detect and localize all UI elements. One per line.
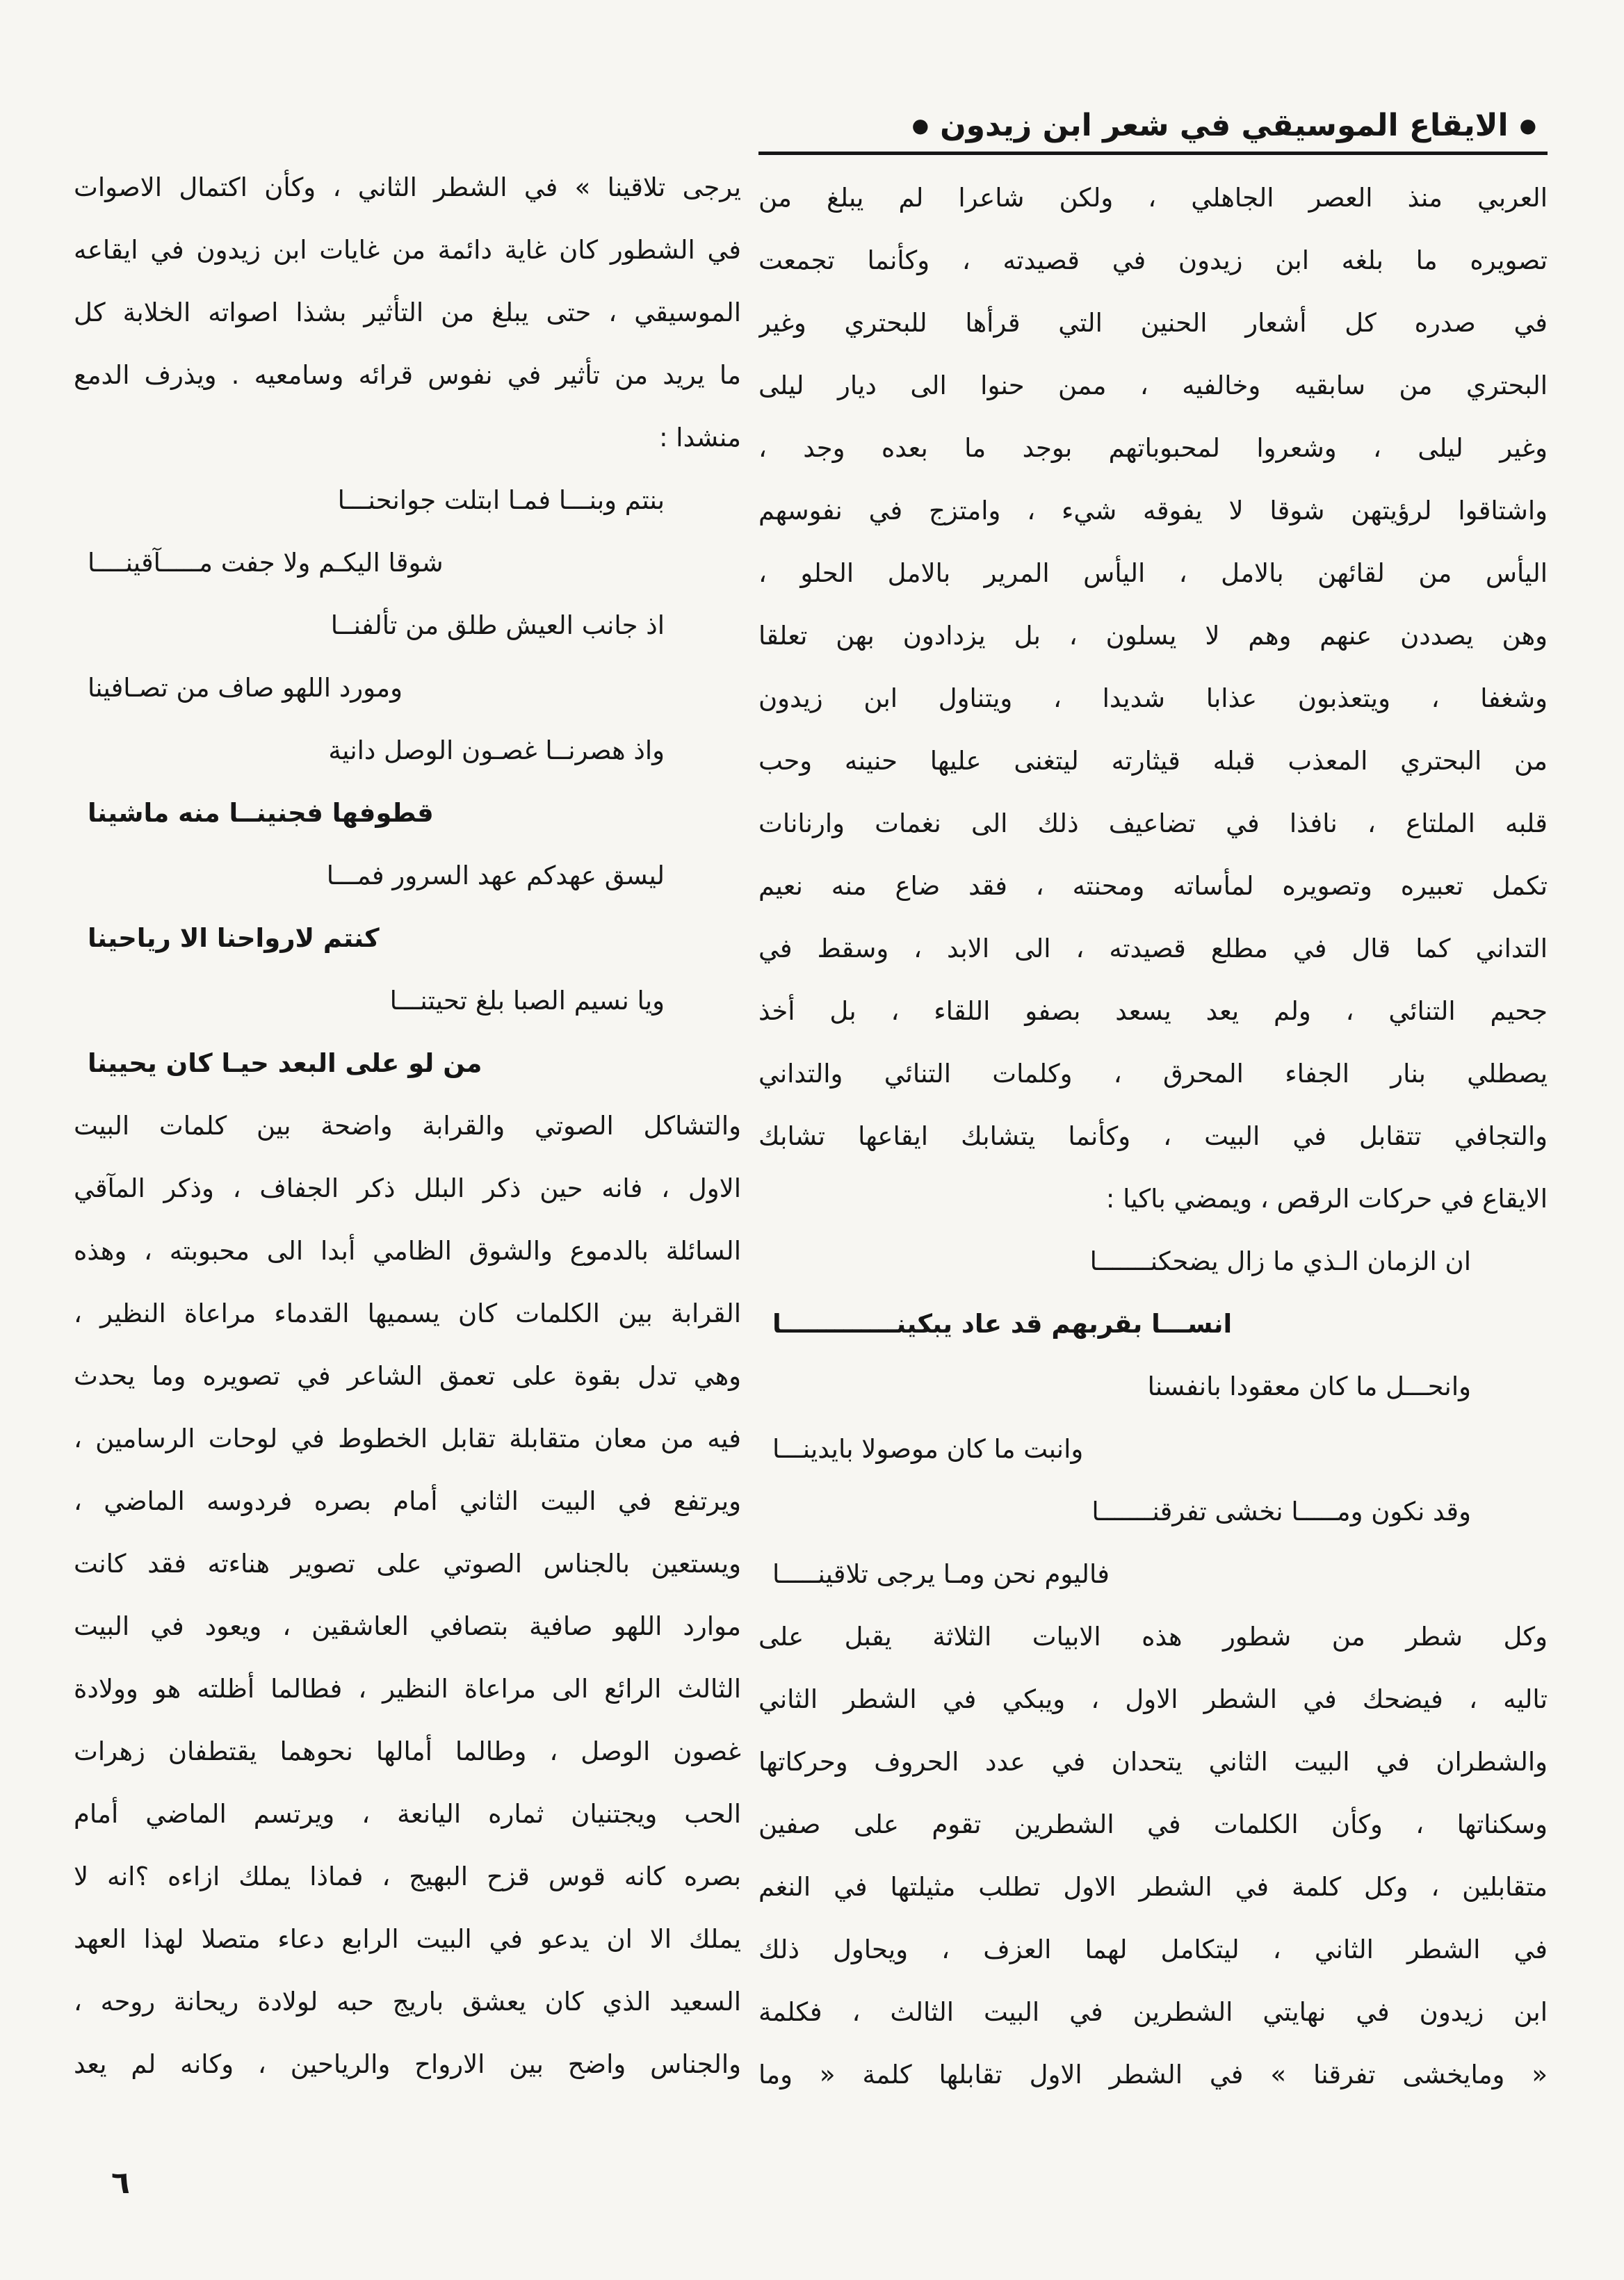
paragraph-line: متقابلين ، وكل كلمة في الشطر الاول تطلب مثيلتها في النغم bbox=[758, 1872, 1548, 1902]
verse-hemistich: كنتم لارواحنا الا رياحينا bbox=[88, 923, 380, 953]
paragraph-line: وسكناتها ، وكأن الكلمات في الشطرين تقوم على صفين bbox=[758, 1809, 1548, 1839]
paragraph-line: في الشطور كان غاية دائمة من غايات ابن زيدون في ايقاعه bbox=[74, 235, 741, 265]
paragraph-line: واشتاقوا لرؤيتهن شوقا لا يفوقه شيء ، وامتزج في نفوسهم bbox=[758, 496, 1548, 526]
paragraph-line: الحب ويجتنيان ثماره اليانعة ، ويرتسم الماضي أمام bbox=[74, 1799, 741, 1829]
paragraph-line: ابن زيدون في نهايتي الشطرين في البيت الثالث ، فكلمة bbox=[758, 1997, 1548, 2027]
verse-hemistich: واذ هصرنــا غصـون الوصل دانية bbox=[328, 735, 665, 765]
verse-hemistich: بنتم وبنـــا فمـا ابتلت جوانحنـــا bbox=[337, 485, 665, 515]
verse-hemistich: ويا نسيم الصبا بلغ تحيتنـــا bbox=[389, 986, 665, 1016]
verse-hemistich: اذ جانب العيش طلق من تألفنــا bbox=[330, 610, 665, 640]
paragraph-line: « ومايخشى تفرقنا » في الشطر الاول تقابلها كلمة « وما bbox=[758, 2060, 1548, 2090]
paragraph-line: جحيم التنائي ، ولم يعد يسعد بصفو اللقاء ، بل أخذ bbox=[758, 996, 1548, 1026]
paragraph-line: من البحتري المعذب قبله قيثارته ليتغنى عليها حنينه وحب bbox=[758, 746, 1548, 776]
paragraph-line: تاليه ، فيضحك في الشطر الاول ، ويبكي في الشطر الثاني bbox=[758, 1684, 1548, 1714]
verse-hemistich: ان الزمان الـذي ما زال يضحكنـــــــا bbox=[1089, 1246, 1471, 1276]
paragraph-line: القرابة بين الكلمات كان يسميها القدماء مراعاة النظير ، bbox=[74, 1298, 741, 1328]
paragraph-line: ويستعين بالجناس الصوتي على تصوير هناءته فقد كانت bbox=[74, 1549, 741, 1579]
paragraph-line: وغير ليلى ، وشعروا لمحبوباتهم بوجد ما بعده وجد ، bbox=[758, 433, 1548, 463]
right-column bbox=[758, 167, 1548, 2106]
paragraph-line: السائلة بالدموع والشوق الظامي أبدا الى محبوبته ، وهذه bbox=[74, 1236, 741, 1266]
paragraph-line: فيه من معان متقابلة تقابل الخطوط في لوحات الرسامين ، bbox=[74, 1424, 741, 1454]
verse-hemistich: وانبت ما كان موصولا بايدينـــا bbox=[772, 1434, 1084, 1464]
paragraph-line: بصره كانه قوس قزح البهيج ، فماذا يملك ازاءه ؟انه لا bbox=[74, 1862, 741, 1891]
paragraph-line: وهن يصددن عنهم وهم لا يسلون ، بل يزدادون بهن تعلقا bbox=[758, 621, 1548, 651]
verse-hemistich: ليسق عهدكم عهد السرور فمـــا bbox=[326, 861, 665, 890]
running-header-title: الايقاع الموسيقي في شعر ابن زيدون bbox=[940, 107, 1509, 143]
paragraph-line: البحتري من سابقيه وخالفيه ، ممن حنوا الى ديار ليلى bbox=[758, 370, 1548, 400]
paragraph-line: السعيد الذي كان يعشق باريج حبه لولادة ريحانة روحه ، bbox=[74, 1987, 741, 2017]
page-number: ٦ bbox=[111, 2165, 130, 2201]
left-column bbox=[74, 156, 741, 2096]
verse-hemistich: وقد نكون ومـــــا نخشى تفرقنـــــــا bbox=[1091, 1497, 1471, 1526]
bullet-icon: ● bbox=[911, 113, 929, 137]
paragraph-line: والتجافي تتقابل في البيت ، وكأنما يتشابك ايقاعها تشابك bbox=[758, 1121, 1548, 1151]
paragraph-line: ما يريد من تأثير في نفوس قرائه وسامعيه . ويذرف الدمع bbox=[74, 360, 741, 390]
paragraph-line: قلبه الملتاع ، نافذا في تضاعيف ذلك الى نغمات وارنانات bbox=[758, 808, 1548, 838]
paragraph-line: يملك الا ان يدعو في البيت الرابع دعاء متصلا لهذا العهد bbox=[74, 1924, 741, 1954]
paragraph-line: الموسيقي ، حتى يبلغ من التأثير بشذا اصواته الخلابة كل bbox=[74, 298, 741, 327]
paragraph-line: غصون الوصل ، وطالما أمالها نحوهما يقتطفان زهرات bbox=[74, 1736, 741, 1766]
paragraph-line: التداني كما قال في مطلع قصيدته ، الى الابد ، وسقط في bbox=[758, 934, 1548, 963]
header-rule bbox=[758, 152, 1548, 155]
verse-hemistich: ومورد اللهو صاف من تصـافينا bbox=[88, 673, 403, 703]
paragraph-line: موارد اللهو صافية بتصافي العاشقين ، ويعود في البيت bbox=[74, 1611, 741, 1641]
paragraph-line: تصويره ما بلغه ابن زيدون في قصيدته ، وكأنما تجمعت bbox=[758, 245, 1548, 275]
paragraph-line: في صدره كل أشعار الحنين التي قرأها للبحتري وغير bbox=[758, 308, 1548, 338]
paragraph-line: الثالث الرائع الى مراعاة النظير ، فطالما أظلته هو وولادة bbox=[74, 1674, 741, 1704]
verse-hemistich: فاليوم نحن ومـا يرجى تلاقينـــــا bbox=[772, 1559, 1110, 1589]
paragraph-line: وكل شطر من شطور هذه الابيات الثلاثة يقبل على bbox=[758, 1622, 1548, 1652]
paragraph-line: والجناس واضح بين الارواح والرياحين ، وكانه لم يعد bbox=[74, 2049, 741, 2079]
paragraph-line: والشطران في البيت الثاني يتحدان في عدد الحروف وحركاتها bbox=[758, 1747, 1548, 1777]
running-header bbox=[758, 104, 1548, 146]
paragraph-line: في الشطر الثاني ، ليتكامل لهما العزف ، ويحاول ذلك bbox=[758, 1935, 1548, 1964]
paragraph-line: اليأس من لقائهن بالامل ، اليأس المرير بالامل الحلو ، bbox=[758, 558, 1548, 588]
paragraph-line: يرجى تلاقينا » في الشطر الثاني ، وكأن اكتمال الاصوات bbox=[74, 172, 741, 202]
verse-hemistich: شوقا اليكـم ولا جفت مـــــآقينــــا bbox=[88, 548, 444, 578]
paragraph-line: الايقاع في حركات الرقص ، ويمضي باكيا : bbox=[1105, 1184, 1548, 1214]
paragraph-line: وهي تدل بقوة على تعمق الشاعر في تصويره وما يحدث bbox=[74, 1361, 741, 1391]
verse-hemistich: قطوفها فجنينــا منه ماشينا bbox=[88, 798, 434, 828]
paragraph-line: منشدا : bbox=[659, 423, 741, 453]
paragraph-line: تكمل تعبيره وتصويره لمأساته ومحنته ، فقد ضاع منه نعيم bbox=[758, 871, 1548, 901]
verse-hemistich: انســـا بقربهم قد عاد يبكينـــــــــــــا bbox=[772, 1309, 1233, 1339]
paragraph-line: وشغفا ، ويتعذبون عذابا شديدا ، ويتناول ابن زيدون bbox=[758, 683, 1548, 713]
paragraph-line: والتشاكل الصوتي والقرابة واضحة بين كلمات البيت bbox=[74, 1111, 741, 1141]
paragraph-line: ويرتفع في البيت الثاني أمام بصره فردوسه الماضي ، bbox=[74, 1486, 741, 1516]
verse-hemistich: من لو على البعد حيـا كان يحيينا bbox=[88, 1048, 482, 1078]
bullet-icon: ● bbox=[1519, 113, 1536, 137]
verse-hemistich: وانحـــل ما كان معقودا بانفسنا bbox=[1147, 1371, 1471, 1401]
paragraph-line: الاول ، فانه حين ذكر البلل ذكر الجفاف ، وذكر المآقي bbox=[74, 1173, 741, 1203]
paragraph-line: يصطلي بنار الجفاء المحرق ، وكلمات التنائي والتداني bbox=[758, 1059, 1548, 1089]
paragraph-line: العربي منذ العصر الجاهلي ، ولكن شاعرا لم يبلغ من bbox=[758, 183, 1548, 213]
